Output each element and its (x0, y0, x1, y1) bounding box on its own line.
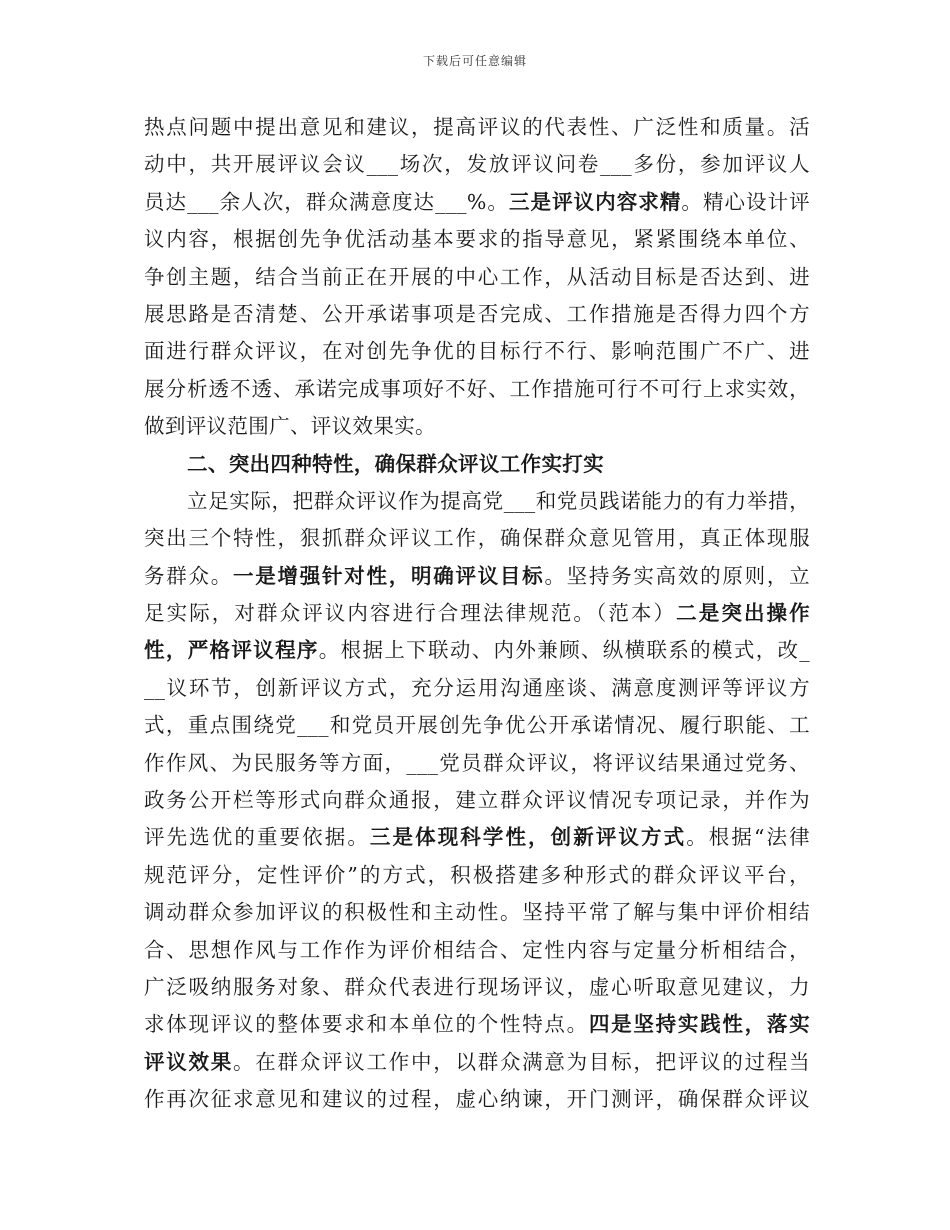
text-line: 热点问题中提出意见和建议，提高评议的代表性、广泛性和质量。活 (144, 115, 810, 139)
bold-phrase: 评议效果 (144, 1049, 233, 1074)
text-line: 立足实际，把群众评议作为提高党___和党员践诺能力的有力举措， (187, 488, 810, 513)
text-line: 面进行群众评议，在对创先争优的目标行不行、影响范围广不广、进 (144, 339, 810, 364)
text-line: 政务公开栏等形式向群众通报，建立群众评议情况专项记录，并作为 (144, 788, 810, 813)
bold-phrase: 一是增强针对性，明确评议目标 (232, 563, 545, 588)
text-line: 议内容，根据创先争优活动基本要求的指导意见，紧紧围绕本单位、 (144, 227, 810, 252)
text-line: 合、思想作风与工作作为评价相结合、定性内容与定量分析相结合， (144, 937, 810, 962)
page-header: 下载后可任意编辑 (422, 54, 527, 68)
section-heading: 二、突出四种特性，确保群众评议工作实打实 (187, 451, 604, 476)
text-line: 规范评分，定性评价”的方式，积极搭建多种形式的群众评议平台， (144, 862, 810, 887)
text-line: 评先选优的重要依据。三是体现科学性，创新评议方式。根据“法律 (144, 825, 810, 850)
text-line: __议环节，创新评议方式，充分运用沟通座谈、满意度测评等评议方 (144, 675, 810, 700)
text-line: 务群众。一是增强针对性，明确评议目标。坚持务实高效的原则，立 (144, 563, 810, 588)
text-line: 展思路是否清楚、公开承诺事项是否完成、工作措施是否得力四个方 (144, 301, 810, 326)
text-line: 性，严格评议程序。根据上下联动、内外兼顾、纵横联系的模式，改_ (144, 638, 810, 663)
bold-phrase: 四是坚持实践性，落实 (588, 1012, 811, 1037)
text-line: 评议效果。在群众评议工作中，以群众满意为目标，把评议的过程当 (144, 1049, 810, 1074)
document-body (144, 109, 810, 1119)
text-line: 广泛吸纳服务对象、群众代表进行现场评议，虚心听取意见建议，力 (144, 974, 810, 999)
text-line: 突出三个特性，狠抓群众评议工作，确保群众意见管用，真正体现服 (144, 526, 810, 551)
text-line: 员达___余人次，群众满意度达___%。三是评议内容求精。精心设计评 (144, 189, 810, 214)
bold-phrase: 性，严格评议程序 (144, 638, 319, 663)
text-line: 式，重点围绕党___和党员开展创先争优公开承诺情况、履行职能、工 (144, 713, 810, 738)
text-line: 争创主题，结合当前正在开展的中心工作，从活动目标是否达到、进 (144, 264, 810, 289)
text-line: 调动群众参加评议的积极性和主动性。坚持平常了解与集中评价相结 (144, 900, 810, 925)
text-line: 足实际，对群众评议内容进行合理法律规范。（范本）二是突出操作 (144, 601, 810, 626)
text-line: 作作风、为民服务等方面，___党员群众评议，将评议结果通过党务、 (144, 750, 810, 775)
bold-phrase: 二是突出操作 (676, 601, 810, 626)
bold-phrase: 三是体现科学性，创新评议方式 (369, 825, 687, 850)
text-line: 展分析透不透、承诺完成事项好不好、工作措施可行不可行上求实效， (144, 376, 810, 401)
text-line: 作再次征求意见和建议的过程，虚心纳谏，开门测评，确保群众评议 (144, 1087, 810, 1112)
bold-phrase: 三是评议内容求精 (508, 189, 682, 214)
text-line: 做到评议范围广、评议效果实。 (144, 414, 436, 439)
text-line: 求体现评议的整体要求和本单位的个性特点。四是坚持实践性，落实 (144, 1012, 811, 1037)
text-line: 动中，共开展评议会议___场次，发放评议问卷___多份，参加评议人 (144, 152, 810, 177)
